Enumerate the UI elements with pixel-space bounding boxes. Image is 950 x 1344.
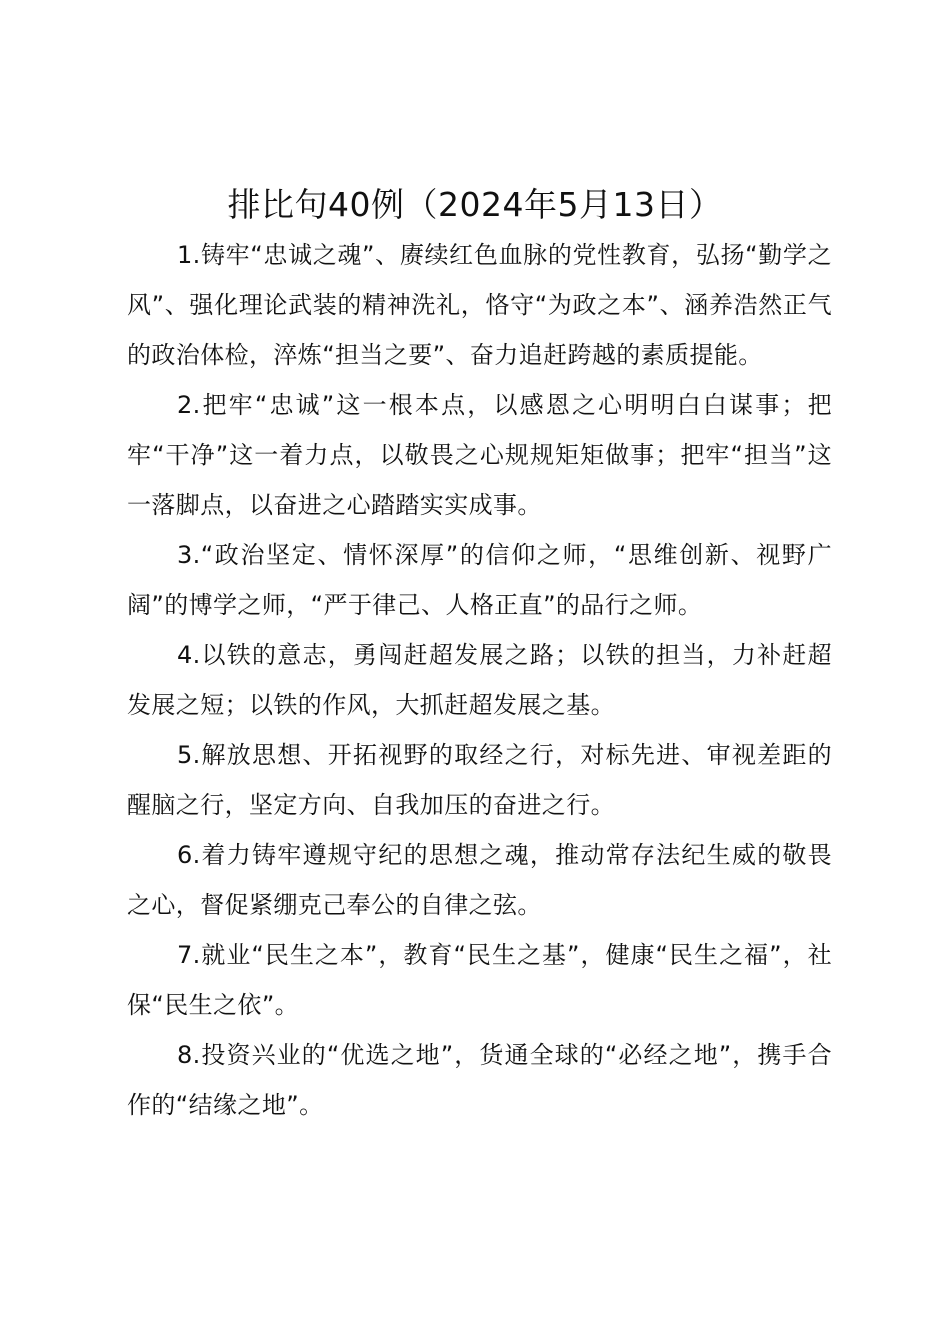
paragraph-5: 5.解放思想、开拓视野的取经之行，对标先进、审视差距的醒脑之行，坚定方向、自我加压的奋进之行。: [127, 741, 832, 819]
paragraph-1: 1.铸牢“忠诚之魂”、赓续红色血脉的党性教育，弘扬“勤学之风”、强化理论武装的精神洗礼，恪守“为政之本”、涵养浩然正气的政治体检，淬炼“担当之要”、奋力追赶跨越的素质提能。: [127, 241, 832, 369]
paragraph-2: 2.把牢“忠诚”这一根本点，以感恩之心明明白白谋事；把牢“干净”这一着力点，以敬畏之心规规矩矩做事；把牢“担当”这一落脚点，以奋进之心踏踏实实成事。: [127, 391, 832, 519]
document-title: 排比句40例（2024年5月13日）: [227, 185, 723, 224]
paragraph-7: 7.就业“民生之本”，教育“民生之基”，健康“民生之福”，社保“民生之依”。: [127, 941, 832, 1019]
document-body: [127, 230, 832, 1130]
paragraph-8: 8.投资兴业的“优选之地”，货通全球的“必经之地”，携手合作的“结缘之地”。: [127, 1041, 832, 1119]
paragraph-6: 6.着力铸牢遵规守纪的思想之魂，推动常存法纪生威的敬畏之心，督促紧绷克己奉公的自律之弦。: [127, 841, 832, 919]
paragraph-3: 3.“政治坚定、情怀深厚”的信仰之师，“思维创新、视野广阔”的博学之师，“严于律己、人格正直”的品行之师。: [127, 541, 832, 619]
paragraph-4: 4.以铁的意志，勇闯赶超发展之路；以铁的担当，力补赶超发展之短；以铁的作风，大抓赶超发展之基。: [127, 641, 832, 719]
